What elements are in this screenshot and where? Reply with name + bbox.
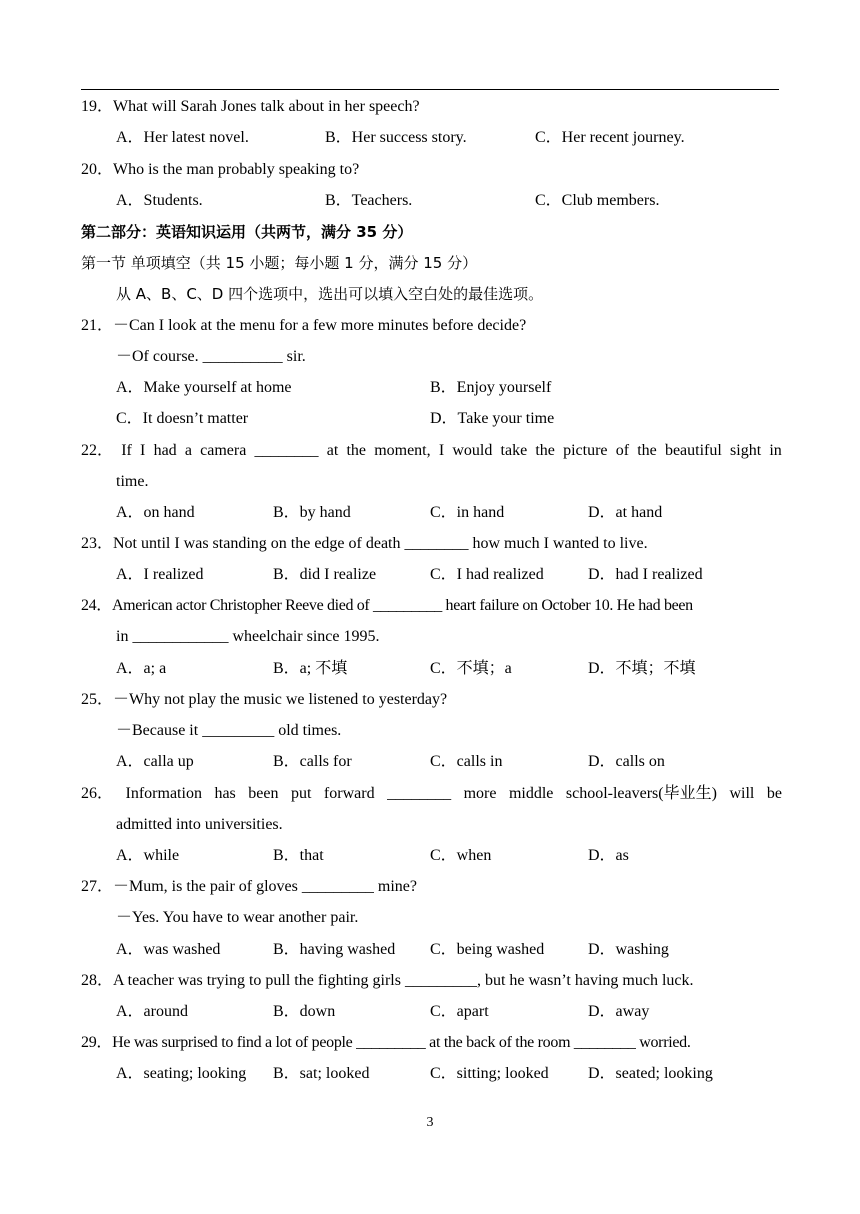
q22-word: take [500, 442, 528, 459]
q26-word: 26． [81, 785, 114, 802]
q22-word: at [326, 442, 339, 459]
q22-option-b: B．by hand [273, 504, 351, 521]
q26-word: middle [508, 785, 554, 802]
q23-option-d: D．had I realized [588, 566, 703, 583]
q24-option-d: D．不填；不填 [588, 660, 696, 677]
q22-word: camera [200, 442, 247, 459]
question-26-line2: admitted into universities. [116, 816, 283, 833]
section1-heading: 第一节 单项填空（共 15 小题；每小题 1 分，满分 15 分） [81, 254, 478, 272]
q22-option-d: D．at hand [588, 504, 663, 521]
q22-word: ________ [254, 442, 319, 459]
q22-word: I [438, 442, 445, 459]
q26-word: Information [125, 785, 202, 802]
q21-option-c: C．It doesn’t matter [116, 410, 249, 427]
question-19-stem: 19．What will Sarah Jones talk about in her speech? [81, 98, 420, 115]
q21-option-a: A．Make yourself at home [116, 379, 292, 396]
q22-word: a [184, 442, 192, 459]
q29-option-d: D．seated; looking [588, 1065, 713, 1082]
q22-word: moment, [374, 442, 431, 459]
q26-word: put [290, 785, 312, 802]
question-23-stem: 23．Not until I was standing on the edge of death ________ how much I wanted to live. [81, 535, 648, 552]
q22-word: the [346, 442, 366, 459]
page-number: 3 [426, 1115, 434, 1130]
question-26-stem [81, 784, 782, 804]
question-22-stem [81, 441, 782, 461]
question-27-line2: －Yes. You have to wear another pair. [116, 909, 359, 926]
q25-option-b: B．calls for [273, 753, 352, 770]
q28-option-c: C．apart [430, 1003, 489, 1020]
q22-word: of [615, 442, 630, 459]
q19-option-a: A．Her latest novel. [116, 129, 249, 146]
q22-word: beautiful [664, 442, 722, 459]
question-20-stem: 20．Who is the man probably speaking to? [81, 161, 360, 178]
q22-option-a: A．on hand [116, 504, 195, 521]
q27-option-a: A．was washed [116, 941, 221, 958]
question-24-line2: in ____________ wheelchair since 1995. [116, 628, 380, 645]
q22-word: had [153, 442, 177, 459]
q22-word: 22． [81, 442, 114, 459]
q28-option-d: D．away [588, 1003, 650, 1020]
q26-word: be [766, 785, 782, 802]
q26-word: has [214, 785, 236, 802]
q25-option-c: C．calls in [430, 753, 503, 770]
q19-option-c: C．Her recent journey. [535, 129, 685, 146]
q28-option-a: A．around [116, 1003, 188, 1020]
q22-word: in [769, 442, 782, 459]
q22-option-c: C．in hand [430, 504, 505, 521]
q28-option-b: B．down [273, 1003, 336, 1020]
q27-option-c: C．being washed [430, 941, 545, 958]
q26-word: ________ [387, 785, 452, 802]
q29-option-b: B．sat; looked [273, 1065, 370, 1082]
question-24-stem: 24．American actor Christopher Reeve died of _________ heart failure on October 10. He had been [81, 597, 693, 614]
question-27-stem: 27．－Mum, is the pair of gloves _________ mine? [81, 878, 417, 895]
q29-option-a: A．seating; looking [116, 1065, 247, 1082]
q22-word: the [535, 442, 555, 459]
q22-word: would [452, 442, 493, 459]
question-22-line2: time. [116, 473, 149, 490]
q26-word: school-leavers(毕业生) [565, 785, 717, 802]
header-rule [81, 89, 779, 90]
q26-word: forward [323, 785, 375, 802]
q20-option-a: A．Students. [116, 192, 203, 209]
question-21-stem: 21．－Can I look at the menu for a few more minutes before decide? [81, 317, 527, 334]
q24-option-c: C．不填；a [430, 660, 512, 677]
q25-option-a: A．calla up [116, 753, 194, 770]
q23-option-b: B．did I realize [273, 566, 377, 583]
question-21-line2: －Of course. __________ sir. [116, 348, 306, 365]
q23-option-c: C．I had realized [430, 566, 544, 583]
q19-option-b: B．Her success story. [325, 129, 467, 146]
question-25-line2: －Because it _________ old times. [116, 722, 342, 739]
question-25-stem: 25．－Why not play the music we listened to yesterday? [81, 691, 448, 708]
q27-option-b: B．having washed [273, 941, 396, 958]
section1-instruction: 从 A、B、C、D 四个选项中，选出可以填入空白处的最佳选项。 [116, 285, 544, 303]
q22-word: If [121, 442, 132, 459]
part2-heading: 第二部分：英语知识运用（共两节，满分 35 分） [81, 223, 413, 241]
q24-option-b: B．a; 不填 [273, 660, 348, 677]
q20-option-c: C．Club members. [535, 192, 660, 209]
q22-word: sight [730, 442, 762, 459]
q27-option-d: D．washing [588, 941, 669, 958]
q26-word: will [729, 785, 755, 802]
q26-option-a: A．while [116, 847, 180, 864]
q26-option-d: D．as [588, 847, 629, 864]
q26-word: more [463, 785, 497, 802]
q29-option-c: C．sitting; looked [430, 1065, 549, 1082]
q21-option-d: D．Take your time [430, 410, 555, 427]
q26-word: been [248, 785, 279, 802]
q22-word: the [637, 442, 657, 459]
q26-option-c: C．when [430, 847, 492, 864]
q23-option-a: A．I realized [116, 566, 204, 583]
q22-word: I [140, 442, 146, 459]
q26-option-b: B．that [273, 847, 324, 864]
q25-option-d: D．calls on [588, 753, 665, 770]
q20-option-b: B．Teachers. [325, 192, 413, 209]
q24-option-a: A．a; a [116, 660, 167, 677]
q21-option-b: B．Enjoy yourself [430, 379, 552, 396]
question-28-stem: 28．A teacher was trying to pull the fighting girls _________, but he wasn’t having much luck. [81, 972, 694, 989]
question-29-stem: 29．He was surprised to find a lot of people _________ at the back of the room ________ worried. [81, 1034, 691, 1051]
q22-word: picture [563, 442, 608, 459]
